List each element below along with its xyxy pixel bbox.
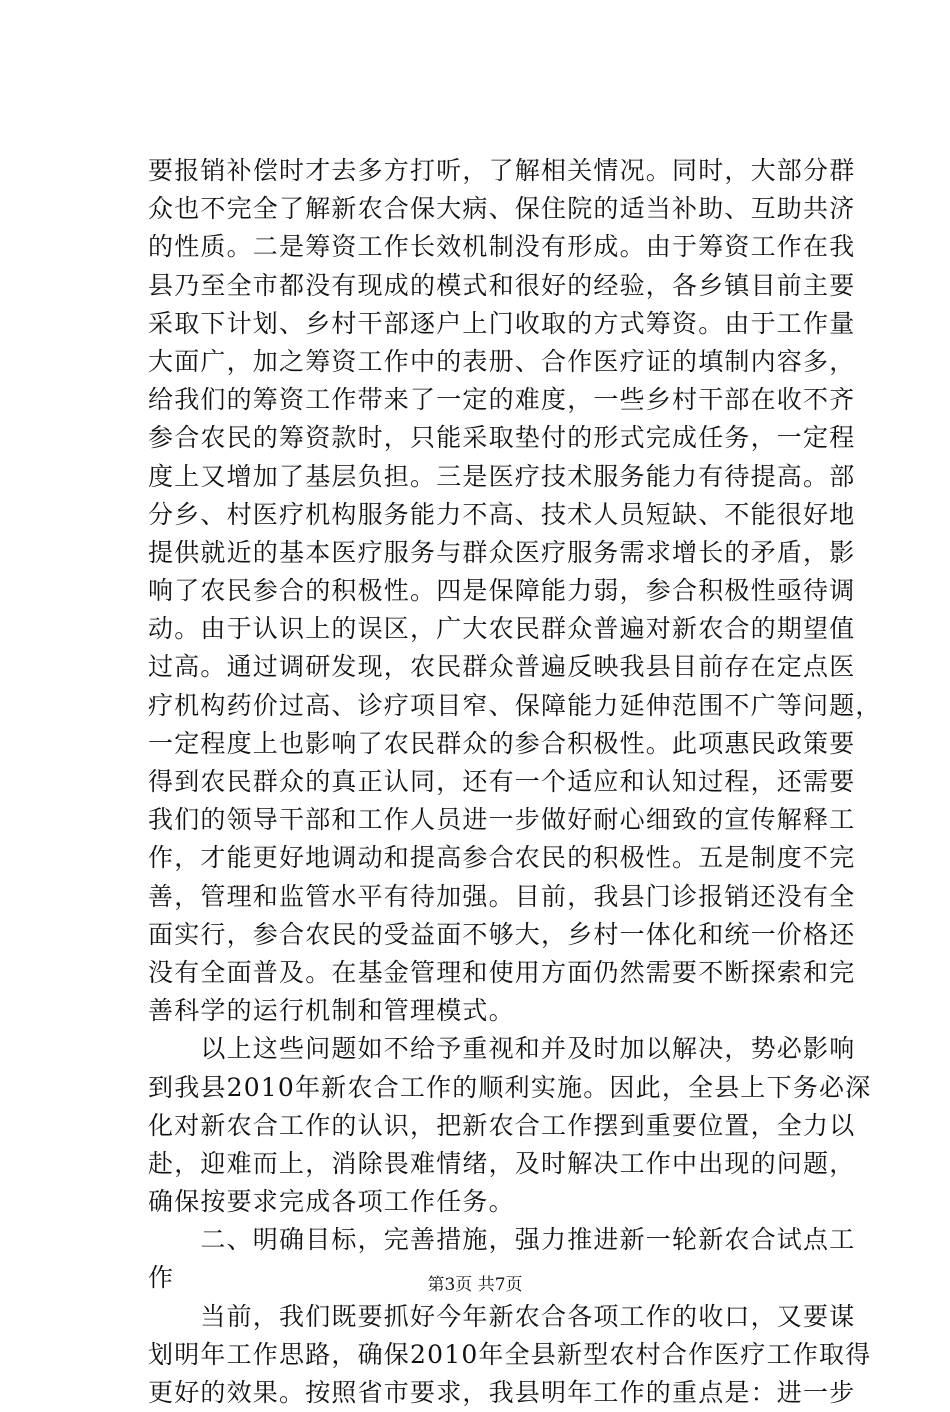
text-line: 化对新农合工作的认识，把新农合工作摆到重要位置，全力以	[148, 1110, 856, 1140]
text-line: 善，管理和监管水平有待加强。目前，我县门诊报销还没有全	[148, 881, 856, 911]
text-line: 到我县2010年新农合工作的顺利实施。因此，全县上下务必深	[148, 1072, 872, 1102]
document-body	[148, 152, 882, 1412]
text-line: 度上又增加了基层负担。三是医疗技术服务能力有待提高。部	[148, 461, 856, 491]
text-line: 作，才能更好地调动和提高参合农民的积极性。五是制度不完	[148, 843, 856, 873]
text-line: 以上这些问题如不给予重视和并及时加以解决，势必影响	[148, 1034, 856, 1064]
text-line: 大面广，加之筹资工作中的表册、合作医疗证的填制内容多，	[148, 346, 856, 376]
text-line: 分乡、村医疗机构服务能力不高、技术人员短缺、不能很好地	[148, 499, 856, 529]
text-line: 善科学的运行机制和管理模式。	[148, 996, 515, 1026]
text-line: 动。由于认识上的误区，广大农民群众普遍对新农合的期望值	[148, 614, 856, 644]
text-line: 确保按要求完成各项工作任务。	[148, 1187, 515, 1217]
text-line: 响了农民参合的积极性。四是保障能力弱，参合积极性亟待调	[148, 576, 856, 606]
text-line: 要报销补偿时才去多方打听，了解相关情况。同时，大部分群	[148, 156, 856, 185]
text-line: 得到农民群众的真正认同，还有一个适应和认知过程，还需要	[148, 767, 856, 796]
text-line: 县乃至全市都没有现成的模式和很好的经验，各乡镇目前主要	[148, 270, 856, 300]
text-line: 给我们的筹资工作带来了一定的难度，一些乡村干部在收不齐	[148, 385, 856, 415]
text-line: 参合农民的筹资款时，只能采取垫付的形式完成任务，一定程	[148, 423, 856, 453]
text-line: 提供就近的基本医疗服务与群众医疗服务需求增长的矛盾，影	[148, 537, 856, 567]
text-line: 众也不完全了解新农合保大病、保住院的适当补助、互助共济	[148, 194, 856, 224]
text-line: 没有全面普及。在基金管理和使用方面仍然需要不断探索和完	[148, 957, 856, 987]
page-number-footer: 第3页 共7页	[427, 1275, 523, 1295]
section-heading-line: 作	[148, 1263, 175, 1293]
text-line: 划明年工作思路，确保2010年全县新型农村合作医疗工作取得	[148, 1339, 872, 1369]
section-heading-line: 二、明确目标，完善措施，强力推进新一轮新农合试点工	[148, 1225, 856, 1255]
text-line: 更好的效果。按照省市要求，我县明年工作的重点是：进一步	[148, 1378, 856, 1407]
text-line: 当前，我们既要抓好今年新农合各项工作的收口，又要谋	[148, 1301, 856, 1331]
text-line: 疗机构药价过高、诊疗项目窄、保障能力延伸范围不广等问题，	[148, 690, 882, 720]
text-line: 我们的领导干部和工作人员进一步做好耐心细致的宣传解释工	[148, 805, 856, 835]
text-line: 面实行，参合农民的受益面不够大，乡村一体化和统一价格还	[148, 919, 856, 949]
text-line: 过高。通过调研发现，农民群众普遍反映我县目前存在定点医	[148, 652, 856, 682]
text-line: 赴，迎难而上，消除畏难情绪，及时解决工作中出现的问题，	[148, 1148, 856, 1178]
text-line: 采取下计划、乡村干部逐户上门收取的方式筹资。由于工作量	[148, 308, 856, 338]
text-line: 的性质。二是筹资工作长效机制没有形成。由于筹资工作在我	[148, 232, 856, 262]
text-line: 一定程度上也影响了农民群众的参合积极性。此项惠民政策要	[148, 728, 856, 758]
